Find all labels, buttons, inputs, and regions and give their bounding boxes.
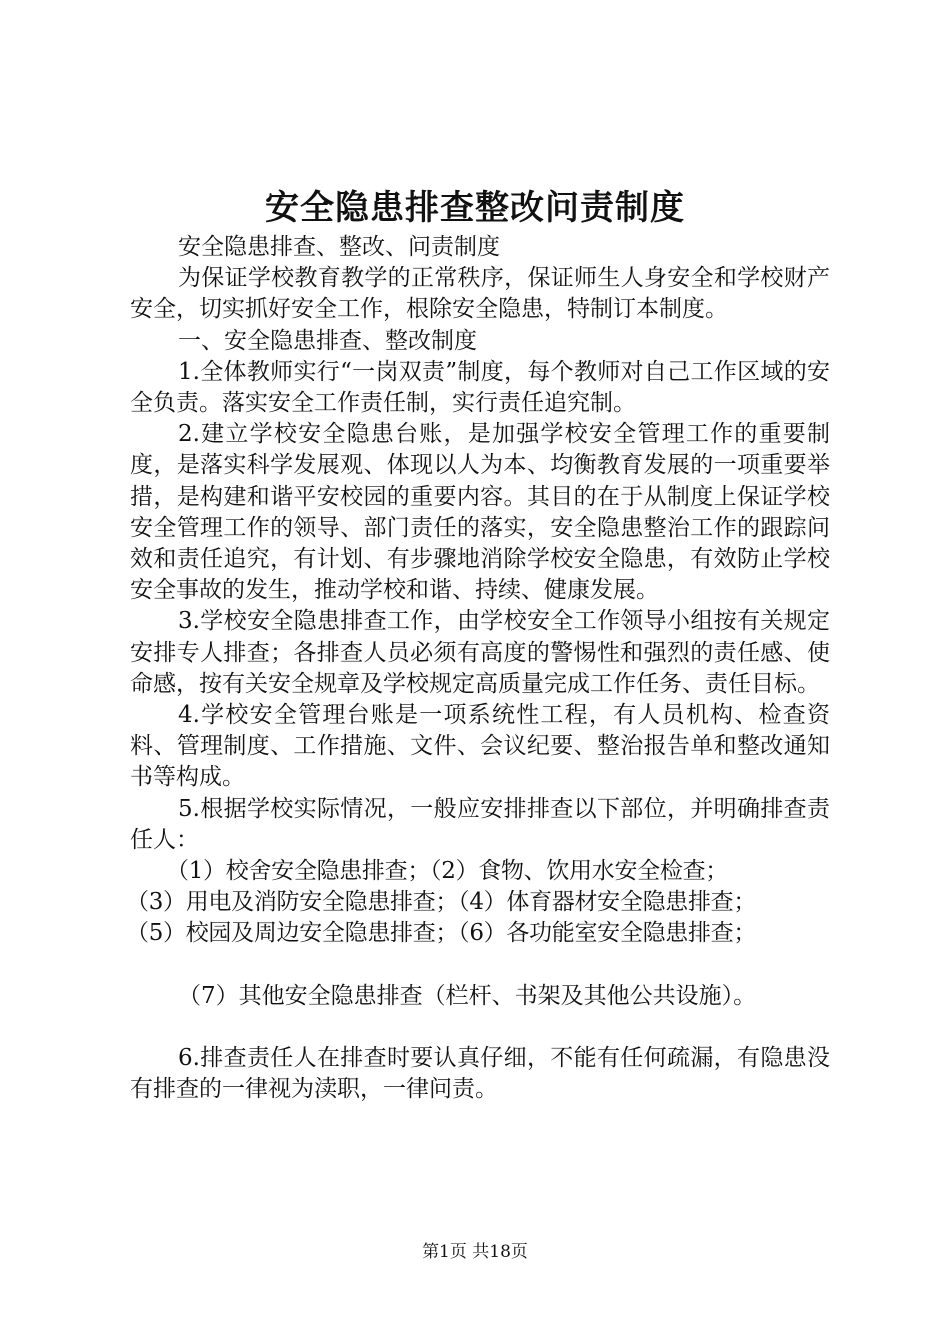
rule-paragraph-3: 3.学校安全隐患排查工作，由学校安全工作领导小组按有关规定安排专人排查；各排查人员必须有高度的警惕性和强烈的责任感、使命感，按有关安全规章及学校规定高质量完成工作任务、责任目标。 — [130, 608, 830, 697]
rule-paragraph-6: 6.排查责任人在排查时要认真仔细，不能有任何疏漏，有隐患没有排查的一律视为渎职，一律问责。 — [130, 1044, 830, 1103]
rule-paragraph-5: 5.根据学校实际情况，一般应安排排查以下部位，并明确排查责任人： — [130, 795, 830, 853]
rule-paragraph-4: 4.学校安全管理台账是一项系统性工程，有人员机构、检查资料、管理制度、工作措施、文件、会议纪要、整治报告单和整改通知书等构成。 — [130, 702, 830, 791]
items-line-2: （3）用电及消防安全隐患排查；（4）体育器材安全隐患排查； — [126, 889, 757, 916]
rule-paragraph-1: 1.全体教师实行“一岗双责”制度，每个教师对自己工作区域的安全负责。落实安全工作责任制，实行责任追究制。 — [130, 358, 830, 417]
items-line-3: （5）校园及周边安全隐患排查；（6）各功能室安全隐患排查； — [126, 920, 757, 947]
document-body — [126, 232, 830, 1105]
section-heading: 一、安全隐患排查、整改制度 — [178, 327, 477, 354]
page-footer: 第1页 共18页 — [422, 1242, 528, 1262]
items-line-1: （1）校舍安全隐患排查；（2）食物、饮用水安全检查； — [166, 858, 728, 885]
item-7-paragraph: （7）其他安全隐患排查（栏杆、书架及其他公共设施）。 — [178, 982, 757, 1009]
document-title: 安全隐患排查整改问责制度 — [265, 188, 685, 228]
rule-paragraph-2: 2.建立学校安全隐患台账，是加强学校安全管理工作的重要制度，是落实科学发展观、体现以人为本、均衡教育发展的一项重要举措，是构建和谐平安校园的重要内容。其目的在于从制度上保证学校安全管理工作的领导、部门责任的落实，安全隐患整治工作的跟踪问效和责任追究，有计划、有步骤地消除学校安全隐患，有效防止学校安全事故的发生，推动学校和谐、持续、健康发展。 — [130, 421, 830, 604]
intro-paragraph: 为保证学校教育教学的正常秩序，保证师生人身安全和学校财产安全，切实抓好安全工作，根除安全隐患，特制订本制度。 — [130, 265, 830, 323]
subtitle-paragraph: 安全隐患排查、整改、问责制度 — [178, 234, 500, 260]
